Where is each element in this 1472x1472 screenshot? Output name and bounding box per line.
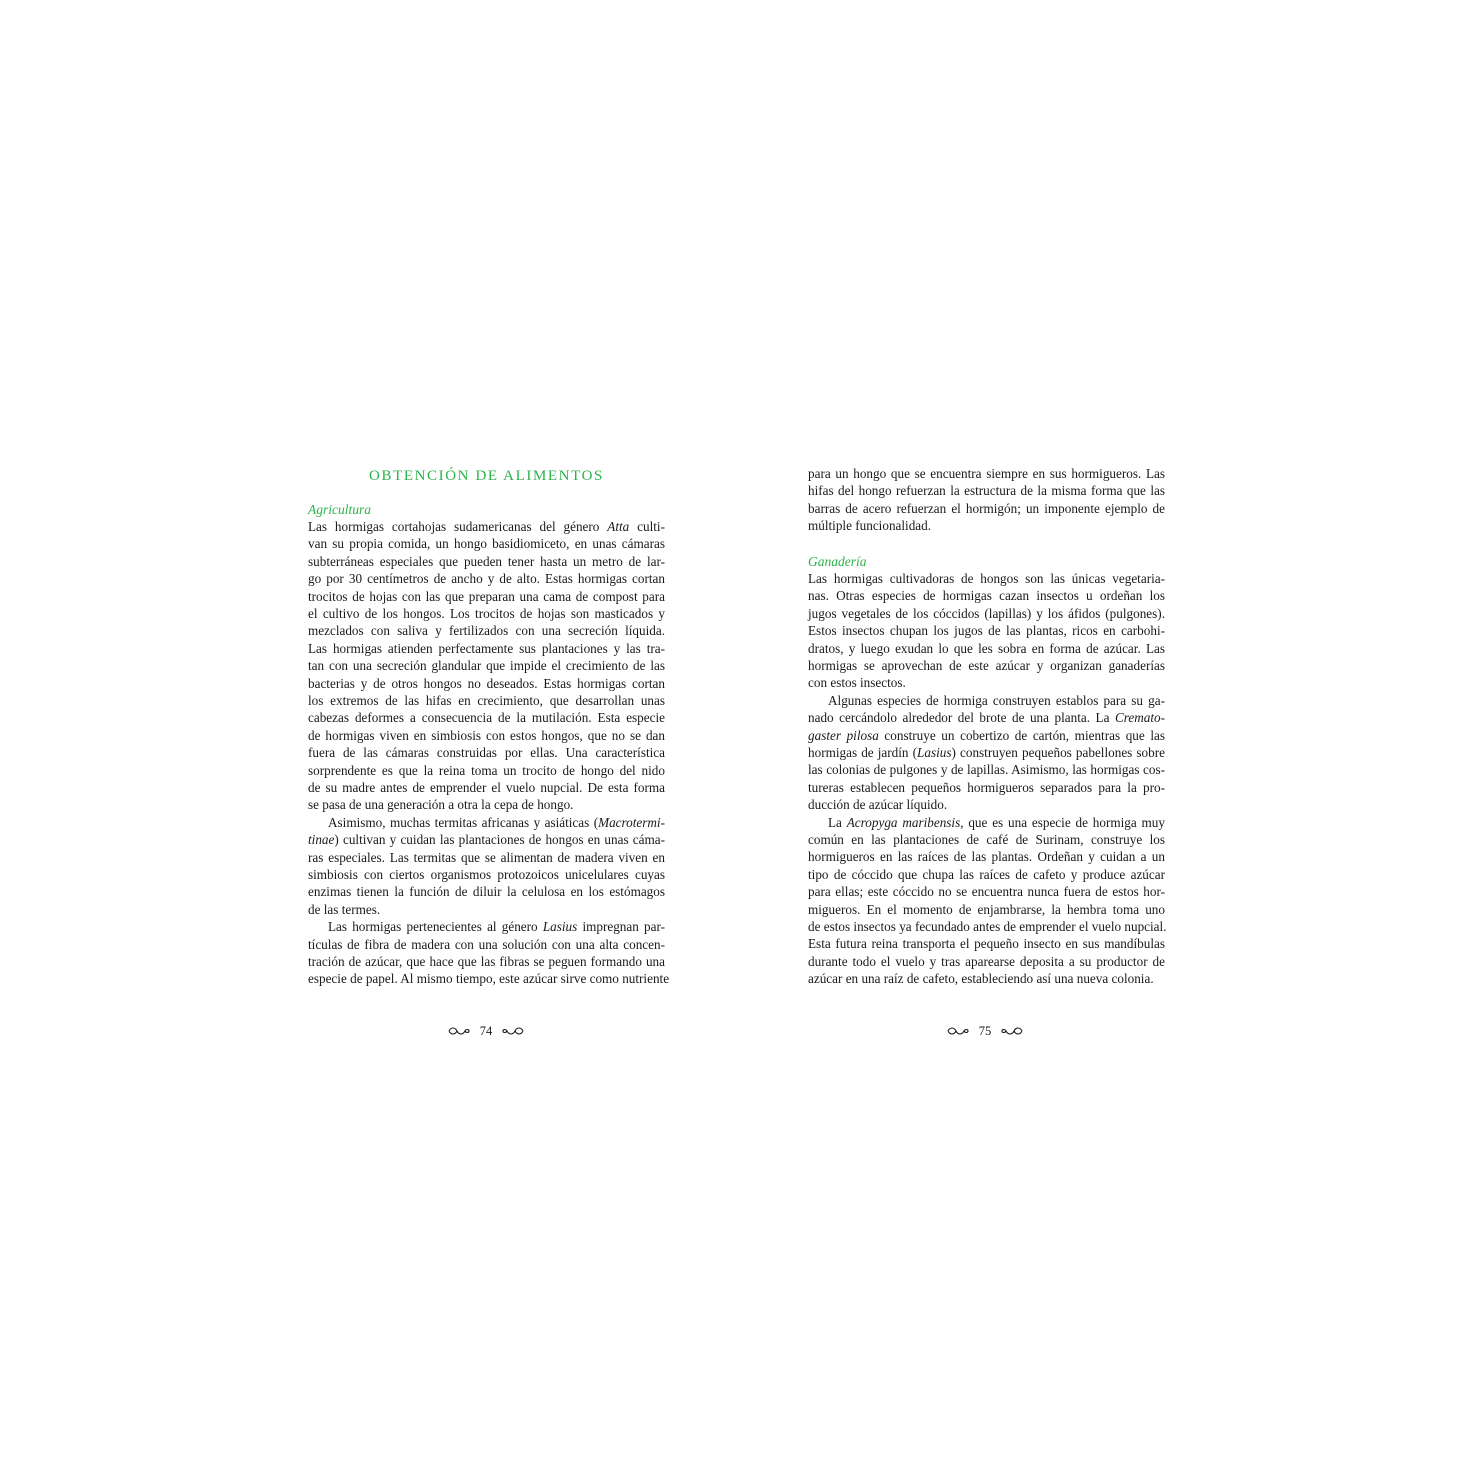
- text-line: trocitos de hojas con las que preparan una cama de compost para: [308, 588, 665, 604]
- text-line: especie de papel. Al mismo tiempo, este azúcar sirve como nutriente: [308, 971, 670, 987]
- text-line: tureras establecen pequeños hormigueros separados para la pro-: [808, 779, 1165, 795]
- text-line: sorprendente es que la reina toma un trocito de hongo del nido: [308, 762, 665, 778]
- text-line: hormigas de jardín (Lasius) construyen pequeños pabellones sobre: [808, 745, 1165, 760]
- text-line: hormigueros en las raíces de las plantas. Ordeñan y cuidan a un: [808, 849, 1165, 865]
- text-line: hifas del hongo refuerzan la estructura de la misma forma que las: [808, 483, 1165, 499]
- text-line: las colonias de pulgones y de lapillas. Asimismo, las hormigas cos-: [808, 762, 1165, 778]
- text-line: Asimismo, muchas termitas africanas y asiáticas (Macrotermi-: [328, 814, 665, 830]
- folio-right: [925, 1022, 1045, 1040]
- subheading-ganaderia: Ganadería: [808, 554, 867, 569]
- text-line: fuera de las cámaras construidas por ellas. Una característica: [308, 745, 665, 761]
- text-line: tración de azúcar, que hace que las fibras se peguen formando una: [308, 954, 665, 969]
- page-number-left: 74: [479, 1023, 493, 1038]
- text-line: tipo de cóccido que chupa las raíces de cafeto y produce azúcar: [808, 866, 1165, 882]
- text-line: enzimas tienen la función de diluir la celulosa en los estómagos: [308, 884, 665, 900]
- text-line: go por 30 centímetros de ancho y de alto. Estas hormigas cortan: [308, 571, 665, 587]
- text-line: múltiple funcionalidad.: [808, 518, 932, 534]
- text-line: azúcar en una raíz de cafeto, estableciendo así una nueva colonia.: [808, 971, 1154, 987]
- text-line: tículas de fibra de madera con una solución con una alta concen-: [308, 936, 665, 952]
- text-line: para ellas; este cóccido no se encuentra nunca fuera de estos hor-: [808, 884, 1165, 900]
- text-line: La Acropyga maribensis, que es una especie de hormiga muy: [828, 814, 1165, 830]
- text-line: ras especiales. Las termitas que se alimentan de madera viven en: [308, 849, 665, 865]
- text-line: de hormigas viven en simbiosis con estos hongos, que no se dan: [308, 727, 665, 743]
- text-line: Algunas especies de hormiga construyen establos para su ga-: [828, 692, 1165, 708]
- text-line: de las termes.: [308, 901, 381, 917]
- text-line: cabezas deformes a consecuencia de la mutilación. Esta especie: [308, 710, 665, 726]
- text-line: migueros. En el momento de enjambrarse, la hembra toma uno: [808, 901, 1165, 917]
- text-line: dratos, y luego exudan lo que les sobra en forma de azúcar. Las: [808, 640, 1165, 656]
- text-line: Las hormigas atienden perfectamente sus plantaciones y las tra-: [308, 640, 665, 656]
- text-line: el cultivo de los hongos. Los trocitos de hojas son masticados y: [308, 606, 665, 621]
- flourish-icon: [1001, 1026, 1023, 1036]
- text-line: Las hormigas cultivadoras de hongos son las únicas vegetaria-: [808, 571, 1165, 586]
- text-line: subterráneas especiales que pueden tener hasta un metro de lar-: [308, 553, 665, 569]
- text-line: mezclados con saliva y fertilizados con una secreción líquida.: [308, 623, 665, 639]
- text-line: se pasa de una generación a otra la cepa de hongo.: [308, 797, 574, 813]
- text-line: tinae) cultivan y cuidan las plantaciones de hongos en unas cáma-: [308, 832, 665, 848]
- text-line: durante todo el vuelo y tras aparearse deposita a su productor de: [808, 953, 1165, 969]
- text-line: de estos insectos ya fecundado antes de emprender el vuelo nupcial.: [808, 919, 1167, 934]
- text-line: nas. Otras especies de hormigas cazan insectos u ordeñan los: [808, 588, 1165, 604]
- text-line: jugos vegetales de los cóccidos (lapillas) y los áfidos (pulgones).: [808, 605, 1165, 621]
- text-line: para un hongo que se encuentra siempre en sus hormigueros. Las: [808, 466, 1165, 481]
- text-line: común en las plantaciones de café de Surinam, construye los: [808, 832, 1165, 847]
- text-line: con estos insectos.: [808, 675, 906, 691]
- text-line: de su madre antes de emprender el vuelo nupcial. De esta forma: [308, 780, 665, 795]
- text-line: Las hormigas cortahojas sudamericanas del género Atta culti-: [308, 519, 665, 534]
- text-line: barras de acero refuerzan el hormigón; un imponente ejemplo de: [808, 500, 1165, 516]
- flourish-icon: [947, 1026, 969, 1036]
- flourish-icon: [502, 1026, 524, 1036]
- subheading-agricultura: Agricultura: [308, 502, 371, 517]
- text-line: gaster pilosa construye un cobertizo de cartón, mientras que las: [808, 727, 1165, 743]
- text-line: Esta futura reina transporta el pequeño insecto en sus mandíbulas: [808, 936, 1165, 952]
- page-number-right: 75: [978, 1023, 992, 1038]
- folio-left: [426, 1022, 546, 1040]
- text-line: Estos insectos chupan los jugos de las plantas, ricos en carbohi-: [808, 623, 1165, 639]
- text-line: hormigas se aprovechan de este azúcar y organizan ganaderías: [808, 658, 1165, 673]
- text-line: tan con una secreción glandular que impide el crecimiento de las: [308, 658, 665, 674]
- text-line: bacterias y de otros hongos no deseados. Estas hormigas cortan: [308, 675, 665, 691]
- text-line: nado cercándolo alrededor del brote de una planta. La Cremato-: [808, 710, 1165, 726]
- text-line: ducción de azúcar líquido.: [808, 797, 948, 813]
- text-line: simbiosis con ciertos organismos protozoicos unicelulares cuyas: [308, 867, 665, 882]
- flourish-icon: [448, 1026, 470, 1036]
- text-line: van su propia comida, un hongo basidiomiceto, en unas cámaras: [308, 536, 665, 552]
- chapter-title: OBTENCIÓN DE ALIMENTOS: [369, 468, 604, 484]
- text-line: Las hormigas pertenecientes al género Lasius impregnan par-: [328, 919, 665, 935]
- text-line: los extremos de las hifas en crecimiento, que desarrollan unas: [308, 693, 665, 708]
